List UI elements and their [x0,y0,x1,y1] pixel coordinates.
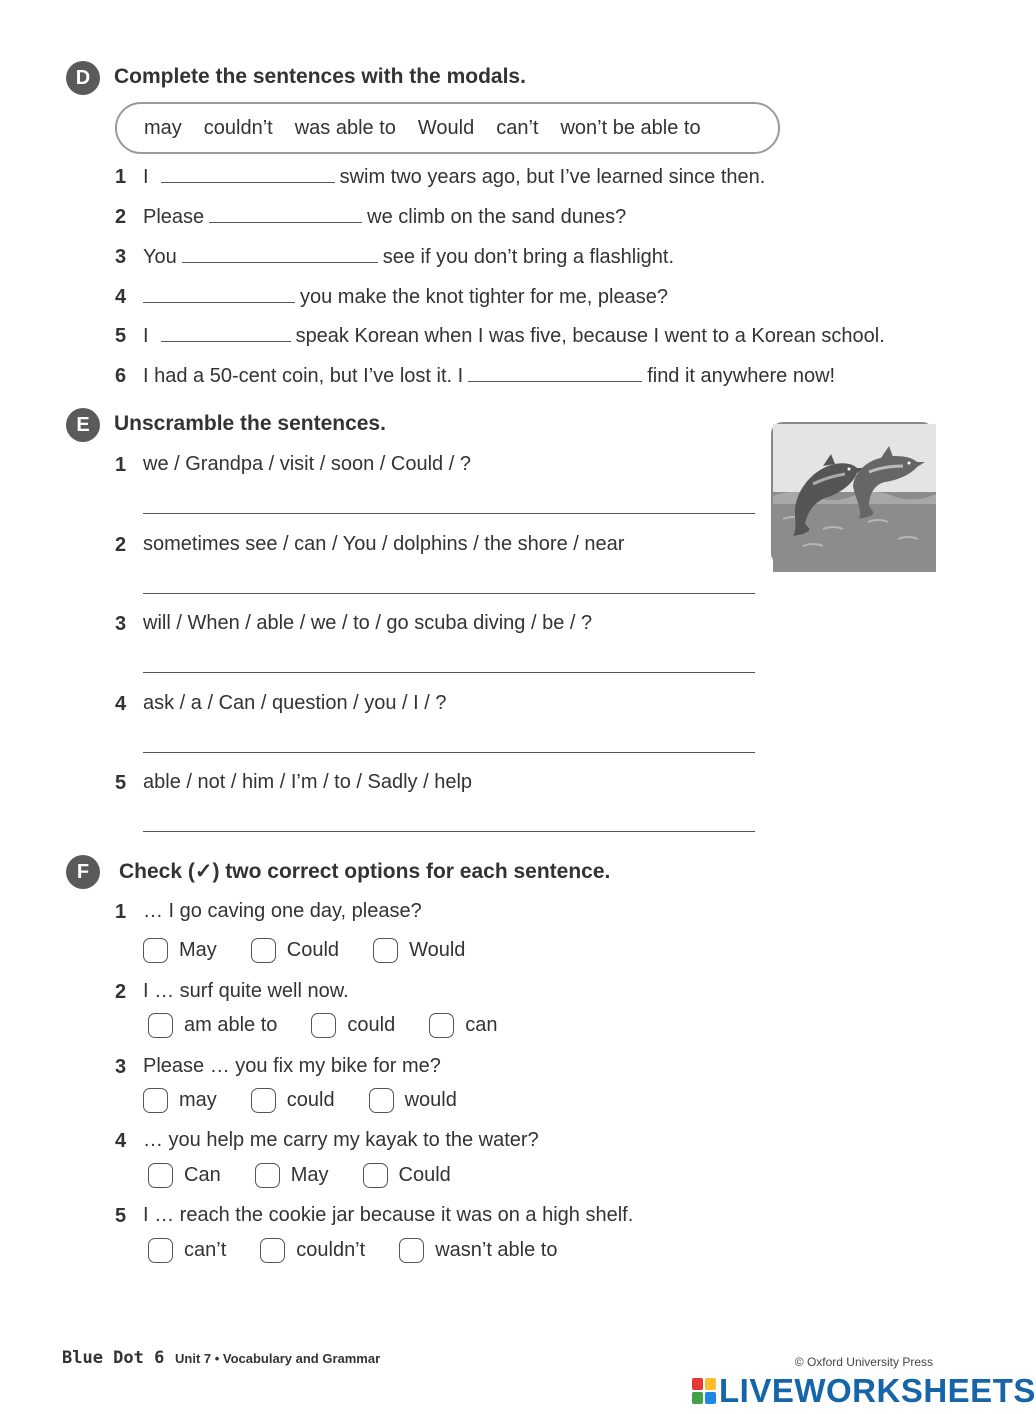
dolphins-illustration [771,422,934,565]
scrambled-sentence: we / Grandpa / visit / soon / Could / ? [143,453,471,475]
sentence-d2 [143,205,626,229]
answer-line[interactable] [143,831,755,832]
item-number: 5 [115,772,127,794]
option[interactable] [399,1238,557,1263]
item-number: 3 [115,1056,127,1078]
word-bank-item: may [144,116,182,139]
logo-text: LIVEWORKSHEETS [719,1372,1036,1409]
answer-line[interactable] [143,513,755,514]
section-d-badge: D [66,61,100,95]
book-brand: Blue Dot 6 [62,1348,165,1368]
checkbox[interactable] [363,1163,388,1188]
word-bank-item: couldn’t [203,116,273,139]
dolphins-icon [773,424,936,567]
sentence-d5 [143,324,885,348]
option[interactable] [429,1013,497,1038]
item-number: 6 [115,365,127,387]
option-label: couldn’t [296,1239,366,1261]
liveworksheets-icon [692,1378,716,1404]
copyright-text: © Oxford University Press [794,1355,933,1369]
option-group [148,1163,485,1188]
blank-input[interactable] [161,165,335,183]
option-label: Could [398,1164,451,1186]
item-number: 4 [115,693,127,715]
option[interactable] [143,1088,217,1113]
blank-input[interactable] [182,245,378,263]
item-number: 5 [115,1205,127,1227]
option-label: wasn’t able to [435,1239,558,1261]
option-label: Can [184,1164,221,1186]
sentence-text: I [143,325,149,347]
option[interactable] [311,1013,395,1038]
answer-line[interactable] [143,593,755,594]
option-group [143,1088,491,1113]
sentence-d4 [143,285,668,309]
item-number: 5 [115,325,127,347]
item-number: 3 [115,613,127,635]
answer-line[interactable] [143,752,755,753]
blank-input[interactable] [143,285,295,303]
checkbox[interactable] [143,1088,168,1113]
option[interactable] [251,938,339,963]
option-label: can [465,1014,498,1036]
item-number: 1 [115,166,127,188]
option[interactable] [255,1163,329,1188]
section-d-title: Complete the sentences with the modals. [114,65,526,88]
scrambled-sentence: ask / a / Can / question / you / I / ? [143,692,447,714]
word-bank-item: won’t be able to [560,116,701,139]
section-f-title: Check (✓) two correct options for each sentence. [119,860,611,883]
checkbox[interactable] [148,1238,173,1263]
sentence-text: speak Korean when I was five, because I went to a Korean school. [295,325,885,347]
option-label: could [286,1089,335,1111]
blank-input[interactable] [468,364,642,382]
section-e-badge: E [66,408,100,442]
scrambled-sentence: able / not / him / I’m / to / Sadly / help [143,771,473,793]
item-number: 1 [115,454,127,476]
option[interactable] [148,1163,221,1188]
section-f-badge: F [66,855,100,889]
word-bank-item: Would [417,116,475,139]
sentence-d1 [143,165,765,189]
option[interactable] [251,1088,335,1113]
checkbox[interactable] [260,1238,285,1263]
option-label: would [404,1089,457,1111]
checkbox[interactable] [251,938,276,963]
blank-input[interactable] [161,324,291,342]
question-text: I … reach the cookie jar because it was on a high shelf. [143,1204,634,1226]
checkbox[interactable] [148,1013,173,1038]
checkbox[interactable] [369,1088,394,1113]
sentence-text: swim two years ago, but I’ve learned since then. [339,166,766,188]
word-bank [115,102,780,154]
checkbox[interactable] [255,1163,280,1188]
checkbox[interactable] [429,1013,454,1038]
question-text: I … surf quite well now. [143,980,349,1002]
option-label: May [290,1164,329,1186]
sentence-text: find it anywhere now! [647,365,836,387]
option-label: may [179,1089,217,1111]
sentence-text: we climb on the sand dunes? [367,206,627,228]
sentence-text: Please [143,206,205,228]
word-bank-item: can’t [496,116,539,139]
option[interactable] [143,938,217,963]
question-text: … I go caving one day, please? [143,900,422,922]
question-text: Please … you fix my bike for me? [143,1055,441,1077]
option-label: could [347,1014,396,1036]
checkbox[interactable] [251,1088,276,1113]
item-number: 1 [115,901,127,923]
item-number: 4 [115,1130,127,1152]
item-number: 2 [115,981,127,1003]
option[interactable] [260,1238,365,1263]
checkbox[interactable] [311,1013,336,1038]
sentence-d3 [143,245,674,269]
checkbox[interactable] [399,1238,424,1263]
answer-line[interactable] [143,672,755,673]
item-number: 2 [115,534,127,556]
unit-label: Unit 7 • Vocabulary and Grammar [175,1351,381,1366]
question-text: … you help me carry my kayak to the water? [143,1129,539,1151]
option[interactable] [148,1013,277,1038]
item-number: 3 [115,246,127,268]
checkbox[interactable] [148,1163,173,1188]
option-group [148,1238,591,1263]
sentence-text: I [143,166,149,188]
scrambled-sentence: will / When / able / we / to / go scuba diving / be / ? [143,612,593,634]
option-label: May [179,939,217,961]
option-label: Could [286,939,340,961]
item-number: 4 [115,286,127,308]
checkbox[interactable] [373,938,398,963]
sentence-d6 [143,364,835,388]
blank-input[interactable] [209,205,362,223]
checkbox[interactable] [143,938,168,963]
liveworksheets-logo[interactable] [692,1372,1036,1410]
word-bank-item: was able to [294,116,396,139]
item-number: 2 [115,206,127,228]
option[interactable] [373,938,465,963]
sentence-text: you make the knot tighter for me, please? [300,286,668,308]
sentence-text: I had a 50-cent coin, but I’ve lost it. I [143,365,464,387]
option-label: am able to [184,1014,278,1036]
option-group [143,938,499,963]
option[interactable] [148,1238,226,1263]
option-label: can’t [184,1239,227,1261]
option-group [148,1013,531,1038]
sentence-text: see if you don’t bring a flashlight. [382,246,675,268]
option[interactable] [369,1088,457,1113]
scrambled-sentence: sometimes see / can / You / dolphins / the shore / near [143,533,625,555]
option[interactable] [363,1163,451,1188]
sentence-text: You [143,246,177,268]
section-e-title: Unscramble the sentences. [114,412,386,435]
option-label: Would [409,939,466,961]
